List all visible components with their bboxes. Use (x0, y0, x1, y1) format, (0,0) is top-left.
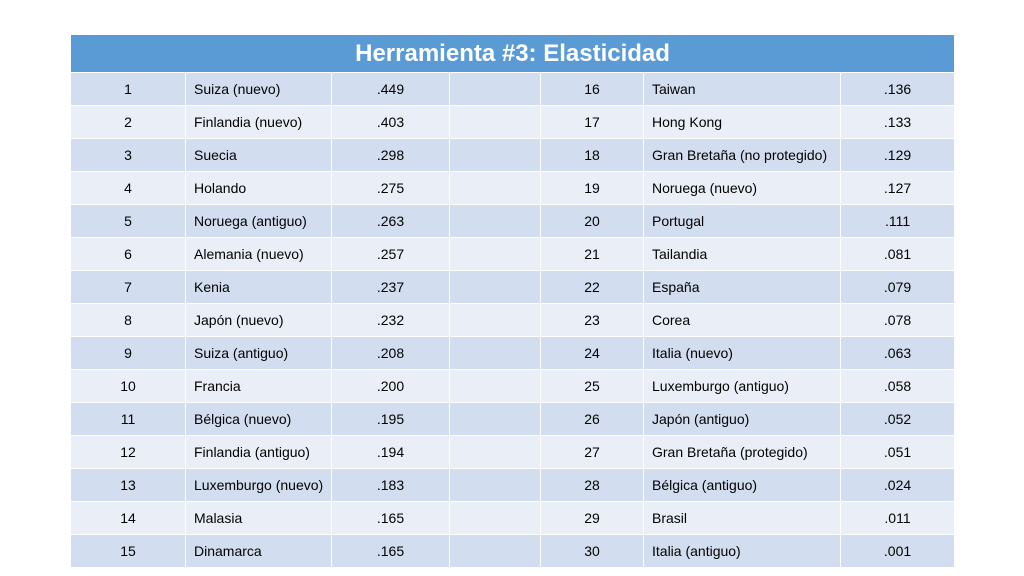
rank-left-cell: 14 (71, 502, 186, 535)
spacer-cell (450, 469, 541, 502)
country-right-cell: Italia (antiguo) (644, 535, 841, 568)
spacer-cell (450, 73, 541, 106)
rank-right-cell: 28 (541, 469, 644, 502)
table-row (71, 337, 955, 370)
table-row (71, 238, 955, 271)
rank-left-cell: 2 (71, 106, 186, 139)
country-left-cell: Finlandia (antiguo) (186, 436, 332, 469)
country-right-cell: Noruega (nuevo) (644, 172, 841, 205)
country-left-cell: Dinamarca (186, 535, 332, 568)
country-right-cell: Luxemburgo (antiguo) (644, 370, 841, 403)
value-right-cell: .051 (841, 436, 955, 469)
spacer-cell (450, 436, 541, 469)
country-right-cell: Bélgica (antiguo) (644, 469, 841, 502)
country-left-cell: Luxemburgo (nuevo) (186, 469, 332, 502)
rank-left-cell: 9 (71, 337, 186, 370)
value-left-cell: .183 (332, 469, 450, 502)
value-right-cell: .133 (841, 106, 955, 139)
rank-right-cell: 30 (541, 535, 644, 568)
spacer-cell (450, 304, 541, 337)
spacer-cell (450, 106, 541, 139)
rank-right-cell: 17 (541, 106, 644, 139)
table-row (71, 304, 955, 337)
rank-left-cell: 15 (71, 535, 186, 568)
table-row (71, 403, 955, 436)
country-left-cell: Japón (nuevo) (186, 304, 332, 337)
country-right-cell: Gran Bretaña (no protegido) (644, 139, 841, 172)
country-right-cell: Italia (nuevo) (644, 337, 841, 370)
table-row (71, 535, 955, 568)
value-right-cell: .136 (841, 73, 955, 106)
rank-left-cell: 13 (71, 469, 186, 502)
value-left-cell: .263 (332, 205, 450, 238)
value-right-cell: .063 (841, 337, 955, 370)
country-left-cell: Finlandia (nuevo) (186, 106, 332, 139)
country-right-cell: Taiwan (644, 73, 841, 106)
country-left-cell: Bélgica (nuevo) (186, 403, 332, 436)
value-right-cell: .058 (841, 370, 955, 403)
country-right-cell: Tailandia (644, 238, 841, 271)
rank-right-cell: 25 (541, 370, 644, 403)
rank-left-cell: 8 (71, 304, 186, 337)
spacer-cell (450, 403, 541, 436)
value-left-cell: .232 (332, 304, 450, 337)
rank-right-cell: 16 (541, 73, 644, 106)
table-row (71, 172, 955, 205)
country-left-cell: Malasia (186, 502, 332, 535)
country-right-cell: Brasil (644, 502, 841, 535)
value-left-cell: .449 (332, 73, 450, 106)
rank-left-cell: 11 (71, 403, 186, 436)
spacer-cell (450, 139, 541, 172)
value-right-cell: .127 (841, 172, 955, 205)
rank-left-cell: 4 (71, 172, 186, 205)
table-row (71, 469, 955, 502)
country-left-cell: Suiza (antiguo) (186, 337, 332, 370)
country-right-cell: Japón (antiguo) (644, 403, 841, 436)
country-left-cell: Alemania (nuevo) (186, 238, 332, 271)
value-left-cell: .275 (332, 172, 450, 205)
table-row (71, 370, 955, 403)
table-body (71, 73, 955, 568)
value-right-cell: .052 (841, 403, 955, 436)
spacer-cell (450, 502, 541, 535)
value-right-cell: .111 (841, 205, 955, 238)
table-row (71, 502, 955, 535)
rank-right-cell: 21 (541, 238, 644, 271)
table-row (71, 139, 955, 172)
rank-left-cell: 6 (71, 238, 186, 271)
country-left-cell: Francia (186, 370, 332, 403)
table-row (71, 436, 955, 469)
value-left-cell: .195 (332, 403, 450, 436)
value-right-cell: .079 (841, 271, 955, 304)
spacer-cell (450, 535, 541, 568)
rank-right-cell: 29 (541, 502, 644, 535)
value-left-cell: .165 (332, 502, 450, 535)
value-left-cell: .257 (332, 238, 450, 271)
rank-left-cell: 7 (71, 271, 186, 304)
rank-right-cell: 26 (541, 403, 644, 436)
country-left-cell: Suiza (nuevo) (186, 73, 332, 106)
rank-right-cell: 18 (541, 139, 644, 172)
value-left-cell: .200 (332, 370, 450, 403)
table-row (71, 205, 955, 238)
spacer-cell (450, 172, 541, 205)
rank-left-cell: 3 (71, 139, 186, 172)
spacer-cell (450, 370, 541, 403)
country-left-cell: Suecia (186, 139, 332, 172)
value-right-cell: .024 (841, 469, 955, 502)
country-left-cell: Holando (186, 172, 332, 205)
value-right-cell: .001 (841, 535, 955, 568)
value-right-cell: .011 (841, 502, 955, 535)
value-right-cell: .081 (841, 238, 955, 271)
spacer-cell (450, 337, 541, 370)
value-left-cell: .194 (332, 436, 450, 469)
value-left-cell: .208 (332, 337, 450, 370)
value-left-cell: .298 (332, 139, 450, 172)
country-left-cell: Noruega (antiguo) (186, 205, 332, 238)
elasticity-table (70, 34, 955, 568)
value-left-cell: .403 (332, 106, 450, 139)
rank-left-cell: 5 (71, 205, 186, 238)
country-right-cell: Corea (644, 304, 841, 337)
country-right-cell: Portugal (644, 205, 841, 238)
country-right-cell: Gran Bretaña (protegido) (644, 436, 841, 469)
spacer-cell (450, 238, 541, 271)
rank-right-cell: 23 (541, 304, 644, 337)
spacer-cell (450, 271, 541, 304)
rank-right-cell: 27 (541, 436, 644, 469)
table-title: Herramienta #3: Elasticidad (71, 35, 955, 73)
value-right-cell: .078 (841, 304, 955, 337)
rank-left-cell: 12 (71, 436, 186, 469)
table-row (71, 271, 955, 304)
value-left-cell: .237 (332, 271, 450, 304)
rank-right-cell: 24 (541, 337, 644, 370)
rank-left-cell: 1 (71, 73, 186, 106)
country-right-cell: Hong Kong (644, 106, 841, 139)
rank-right-cell: 20 (541, 205, 644, 238)
rank-right-cell: 19 (541, 172, 644, 205)
rank-right-cell: 22 (541, 271, 644, 304)
value-left-cell: .165 (332, 535, 450, 568)
rank-left-cell: 10 (71, 370, 186, 403)
country-left-cell: Kenia (186, 271, 332, 304)
country-right-cell: España (644, 271, 841, 304)
table-row (71, 106, 955, 139)
table-row (71, 73, 955, 106)
value-right-cell: .129 (841, 139, 955, 172)
spacer-cell (450, 205, 541, 238)
